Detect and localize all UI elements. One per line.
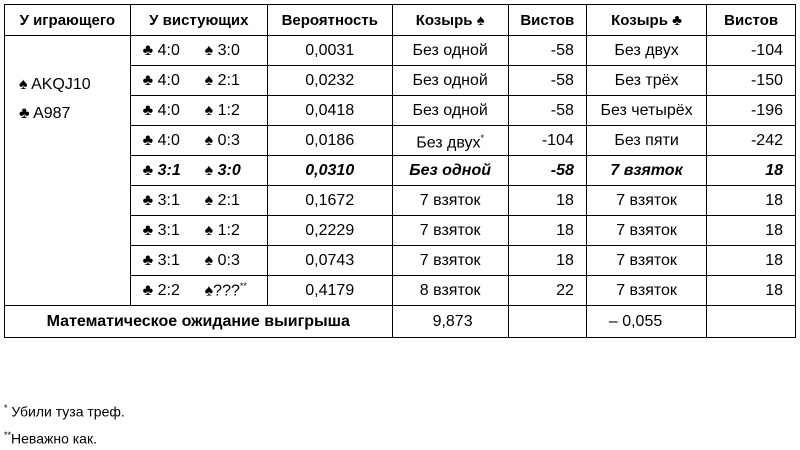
defenders-spades: ♠??? bbox=[204, 282, 240, 300]
table-row bbox=[5, 36, 796, 66]
probability-cell: 0,0310 bbox=[267, 156, 392, 186]
probability-cell: 0,0031 bbox=[267, 36, 392, 66]
defenders-clubs: ♣ 3:1 bbox=[142, 161, 181, 179]
club-result-cell: Без пяти bbox=[586, 126, 706, 156]
defenders-clubs: ♣ 3:1 bbox=[142, 221, 180, 239]
spade-vistov-cell: -58 bbox=[508, 156, 586, 186]
hand-clubs: ♣ A987 bbox=[19, 105, 71, 122]
spade-vistov-cell: 22 bbox=[508, 276, 586, 306]
expectation-club-value: – 0,055 bbox=[586, 306, 706, 338]
spade-result: Без двух bbox=[416, 134, 481, 152]
defenders-split bbox=[130, 66, 267, 96]
club-vistov-cell: 18 bbox=[707, 216, 796, 246]
spade-vistov-cell: -58 bbox=[508, 36, 586, 66]
defenders-clubs: ♣ 4:0 bbox=[142, 41, 180, 59]
defenders-footnote-mark: ** bbox=[239, 280, 247, 291]
header-defenders: У вистующих bbox=[130, 5, 267, 36]
spade-result: Без одной bbox=[412, 71, 488, 89]
defenders-split bbox=[130, 246, 267, 276]
club-result-cell: 7 взяток bbox=[586, 216, 706, 246]
probability-cell: 0,1672 bbox=[267, 186, 392, 216]
defenders-split bbox=[130, 276, 267, 306]
club-vistov-cell: -196 bbox=[707, 96, 796, 126]
club-result-cell: 7 взяток bbox=[586, 186, 706, 216]
defenders-spades: ♠ 2:1 bbox=[204, 191, 240, 209]
spade-vistov-cell: 18 bbox=[508, 216, 586, 246]
defenders-clubs: ♣ 4:0 bbox=[142, 131, 180, 149]
defenders-spades: ♠ 0:3 bbox=[204, 131, 240, 149]
club-vistov-cell: -150 bbox=[707, 66, 796, 96]
header-player: У играющего bbox=[5, 5, 131, 36]
header-club-trump: Козырь ♣ bbox=[586, 5, 706, 36]
spade-result: Без одной bbox=[409, 161, 491, 179]
club-vistov-cell: 18 bbox=[707, 246, 796, 276]
defenders-spades: ♠ 0:3 bbox=[204, 251, 240, 269]
footnote-2 bbox=[4, 424, 125, 450]
defenders-clubs: ♣ 3:1 bbox=[142, 251, 180, 269]
footnote-1-text: Убили туза треф. bbox=[7, 403, 125, 420]
header-probability: Вероятность bbox=[267, 5, 392, 36]
spade-result-cell bbox=[392, 276, 508, 306]
club-result-cell: Без трёх bbox=[586, 66, 706, 96]
declarer-hand bbox=[5, 36, 131, 306]
spade-vistov-cell: 18 bbox=[508, 246, 586, 276]
spade-result-cell bbox=[392, 96, 508, 126]
defenders-clubs: ♣ 4:0 bbox=[142, 71, 180, 89]
spade-result: 8 взяток bbox=[419, 281, 481, 299]
club-result-cell: 7 взяток bbox=[586, 276, 706, 306]
spade-result-cell bbox=[392, 36, 508, 66]
probability-cell: 0,2229 bbox=[267, 216, 392, 246]
probability-cell: 0,0418 bbox=[267, 96, 392, 126]
club-vistov-cell: -104 bbox=[707, 36, 796, 66]
spade-result: 7 взяток bbox=[419, 221, 481, 239]
expectation-spade-empty bbox=[508, 306, 586, 338]
probability-cell: 0,0186 bbox=[267, 126, 392, 156]
expectation-spade-value: 9,873 bbox=[392, 306, 508, 338]
footnotes bbox=[4, 397, 125, 450]
header-spade-trump: Козырь ♠ bbox=[392, 5, 508, 36]
spade-result: 7 взяток bbox=[419, 251, 481, 269]
probability-cell: 0,0743 bbox=[267, 246, 392, 276]
defenders-spades: ♠ 1:2 bbox=[204, 221, 240, 239]
header-club-vistov: Вистов bbox=[707, 5, 796, 36]
footnote-2-text: Неважно как. bbox=[11, 430, 97, 447]
spade-result: Без одной bbox=[412, 101, 488, 119]
expectation-club-empty bbox=[707, 306, 796, 338]
spade-footnote-mark: * bbox=[480, 132, 485, 143]
defenders-split bbox=[130, 216, 267, 246]
header-row bbox=[5, 5, 796, 36]
defenders-clubs: ♣ 3:1 bbox=[142, 191, 180, 209]
spade-result: Без одной bbox=[412, 41, 488, 59]
spade-result-cell bbox=[392, 126, 508, 156]
club-vistov-cell: 18 bbox=[707, 156, 796, 186]
defenders-clubs: ♣ 2:2 bbox=[142, 282, 180, 300]
expectation-label: Математическое ожидание выигрыша bbox=[5, 306, 393, 338]
probability-cell: 0,0232 bbox=[267, 66, 392, 96]
defenders-clubs: ♣ 4:0 bbox=[142, 101, 180, 119]
defenders-split bbox=[130, 126, 267, 156]
spade-result-cell bbox=[392, 246, 508, 276]
defenders-split bbox=[130, 186, 267, 216]
probability-cell: 0,4179 bbox=[267, 276, 392, 306]
club-result-cell: 7 взяток bbox=[586, 156, 706, 186]
header-spade-vistov: Вистов bbox=[508, 5, 586, 36]
bridge-probability-table bbox=[4, 4, 796, 338]
summary-row bbox=[5, 306, 796, 338]
hand-spades: ♠ AKQJ10 bbox=[19, 76, 91, 93]
spade-vistov-cell: -58 bbox=[508, 66, 586, 96]
club-result-cell: 7 взяток bbox=[586, 246, 706, 276]
spade-result-cell bbox=[392, 216, 508, 246]
defenders-spades: ♠ 2:1 bbox=[204, 71, 240, 89]
defenders-split bbox=[130, 96, 267, 126]
club-vistov-cell: 18 bbox=[707, 186, 796, 216]
defenders-split bbox=[130, 156, 267, 186]
spade-result-cell bbox=[392, 66, 508, 96]
footnote-1-mark: * bbox=[4, 403, 8, 413]
spade-vistov-cell: -58 bbox=[508, 96, 586, 126]
club-result-cell: Без четырёх bbox=[586, 96, 706, 126]
footnote-2-mark: ** bbox=[4, 429, 12, 440]
club-vistov-cell: 18 bbox=[707, 276, 796, 306]
footnote-1 bbox=[4, 397, 125, 424]
spade-result: 7 взяток bbox=[419, 191, 481, 209]
defenders-split bbox=[130, 36, 267, 66]
spade-result-cell bbox=[392, 156, 508, 186]
defenders-spades: ♠ 3:0 bbox=[204, 161, 241, 179]
club-vistov-cell: -242 bbox=[707, 126, 796, 156]
spade-result-cell bbox=[392, 186, 508, 216]
club-result-cell: Без двух bbox=[586, 36, 706, 66]
spade-vistov-cell: 18 bbox=[508, 186, 586, 216]
spade-vistov-cell: -104 bbox=[508, 126, 586, 156]
defenders-spades: ♠ 1:2 bbox=[204, 101, 240, 119]
defenders-spades: ♠ 3:0 bbox=[204, 41, 240, 59]
